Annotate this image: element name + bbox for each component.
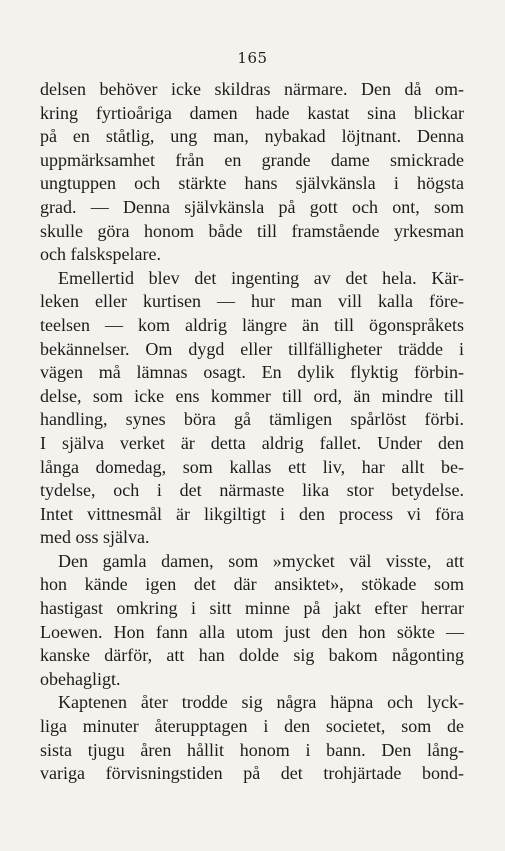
text-line: Kaptenen åter trodde sig några häpna och lyck- [58,692,464,713]
text-line: vägen må lämnas osagt. En dylik flyktig förbin- [40,362,464,383]
text-line: och falskspelare. [40,244,161,265]
text-line: ungtuppen och stärkte hans självkänsla i högsta [40,173,464,194]
text-line: obehagligt. [40,668,121,689]
text-line: bekännelser. Om dygd eller tillfälligheter trädde i [40,338,464,359]
text-line: grad. — Denna självkänsla på gott och ont, som [40,196,464,217]
text-line: Den gamla damen, som »mycket väl visste, att [58,550,464,571]
text-line: långa domedag, som kallas ett liv, har allt be- [40,456,464,477]
text-line: handling, synes böra gå tämligen spårlöst förbi. [40,409,464,430]
page-number: 165 [237,49,268,67]
text-line: skulle göra honom både till framstående yrkesman [40,220,464,241]
text-line: kring fyrtioåriga damen hade kastat sina blickar [40,102,464,123]
text-line: Loewen. Hon fann alla utom just den hon sökte — [40,621,464,642]
text-line: variga förvisningstiden på det trohjärtade bond- [40,763,464,784]
text-line: liga minuter återupptagen i den societet, som de [40,716,464,737]
text-line: tydelse, och i det närmaste lika stor betydelse. [40,480,464,501]
text-line: teelsen — kom aldrig längre än till ögonspråkets [40,314,464,335]
text-line: hastigast omkring i sitt minne på jakt efter herrar [40,598,464,619]
text-line: hon kände igen det där ansiktet», stökade som [40,574,464,595]
text-line: I själva verket är detta aldrig fallet. Under den [40,432,464,453]
text-line: kanske därför, att han dolde sig bakom någonting [40,645,464,666]
text-line: på en ståtlig, ung man, nybakad löjtnant. Denna [40,126,464,147]
text-line: delsen behöver icke skildras närmare. Den då om- [40,79,464,99]
text-line: Intet vittnesmål är likgiltigt i den process vi föra [40,503,464,524]
text-line: sista tjugu åren hållit honom i bann. Den lång- [40,739,464,760]
text-line: uppmärksamhet från en grande dame smickrade [40,149,464,170]
text-line: delse, som icke ens kommer till ord, än mindre till [40,385,464,406]
text-line: med oss själva. [40,527,150,548]
text-line: Emellertid blev det ingenting av det hela. Kär- [58,267,464,288]
body-text [40,78,464,786]
text-line: leken eller kurtisen — hur man vill kalla före- [40,291,464,312]
